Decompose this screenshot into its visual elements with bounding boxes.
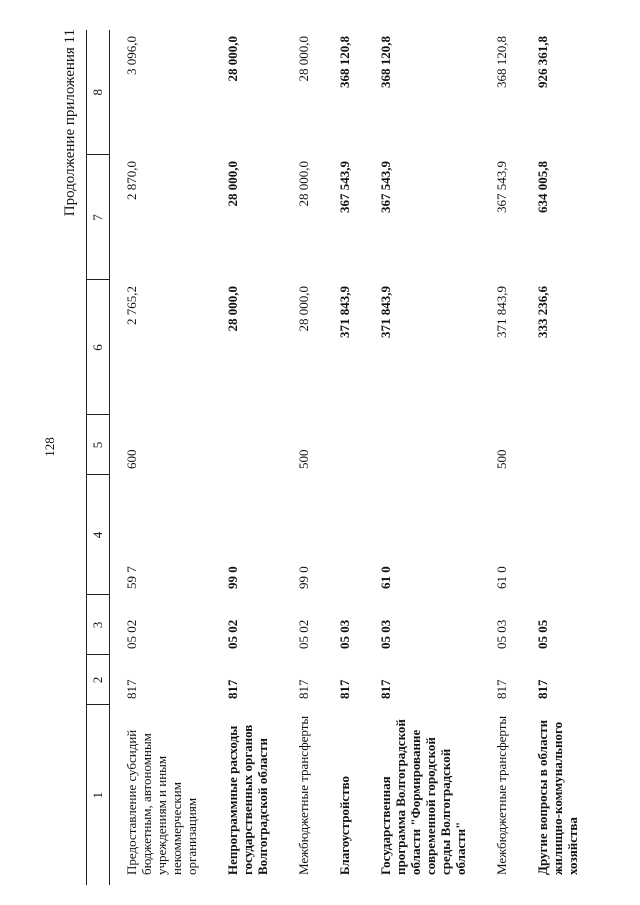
- row-sum-year-2: 367 543,9: [337, 161, 352, 213]
- row-program-code: 99 0: [225, 566, 240, 589]
- table-row: [211, 30, 282, 885]
- row-name: Благоустройство: [337, 775, 352, 875]
- table-row: [323, 30, 364, 885]
- row-admin-code: 817: [378, 679, 393, 699]
- row-sum-year-2: 367 543,9: [378, 161, 393, 213]
- row-name: Непрограммные расходы государственных органов Волгоградской области: [225, 724, 270, 875]
- row-name: Предоставление субсидий бюджетным, автономным учреждениям и иным некоммерческим организациям: [124, 729, 199, 875]
- row-expense-type: [211, 415, 282, 475]
- row-sum-year-2: 28 000,0: [296, 161, 311, 207]
- row-sum-year-3: 368 120,8: [494, 36, 509, 88]
- row-expense-type: 500: [296, 449, 311, 469]
- table-row: [110, 30, 212, 885]
- row-sum-year-3: 368 120,8: [337, 36, 352, 88]
- row-name: Другие вопросы в области жилищно-коммунального хозяйства: [535, 719, 580, 875]
- row-name: Государственная программа Волгоградской области "Формирование современной городской среды Волгоградской области": [378, 719, 468, 875]
- header-col-4: 4: [87, 475, 110, 595]
- appendix-caption: Продолжение приложения 11: [62, 29, 78, 217]
- row-admin-code: 817: [124, 679, 139, 699]
- row-sum-year-1: 28 000,0: [225, 286, 240, 332]
- row-program-code: 99 0: [296, 566, 311, 589]
- header-col-7: 7: [87, 155, 110, 280]
- row-section-code: 05 02: [225, 619, 240, 649]
- row-sum-year-3: 28 000,0: [296, 36, 311, 82]
- row-program-code: [323, 475, 364, 595]
- row-sum-year-2: 28 000,0: [225, 161, 240, 207]
- rotated-page-content: [60, 25, 620, 885]
- header-col-3: 3: [87, 595, 110, 655]
- row-admin-code: 817: [535, 679, 550, 699]
- row-expense-type: 500: [494, 449, 509, 469]
- row-section-code: 05 03: [337, 619, 352, 649]
- row-sum-year-1: 333 236,6: [535, 286, 550, 338]
- row-sum-year-1: 371 843,9: [494, 286, 509, 338]
- row-name: Межбюджетные трансферты: [296, 715, 311, 875]
- row-expense-type: [364, 415, 480, 475]
- row-admin-code: 817: [494, 679, 509, 699]
- row-program-code: 59 7: [124, 566, 139, 589]
- header-col-6: 6: [87, 280, 110, 415]
- header-row: [87, 30, 110, 885]
- row-sum-year-2: 634 005,8: [535, 161, 550, 213]
- row-program-code: [521, 475, 592, 595]
- row-sum-year-1: 371 843,9: [378, 286, 393, 338]
- header-col-1: 1: [87, 705, 110, 885]
- page-number: 128: [41, 437, 57, 457]
- row-section-code: 05 02: [124, 619, 139, 649]
- row-sum-year-3: 28 000,0: [225, 36, 240, 82]
- row-section-code: 05 05: [535, 619, 550, 649]
- row-admin-code: 817: [225, 679, 240, 699]
- row-expense-type: [521, 415, 592, 475]
- header-col-8: 8: [87, 30, 110, 155]
- row-sum-year-2: 2 870,0: [124, 161, 139, 200]
- header-col-2: 2: [87, 655, 110, 705]
- table-row: [480, 30, 521, 885]
- row-sum-year-3: 3 096,0: [124, 36, 139, 75]
- row-sum-year-1: 28 000,0: [296, 286, 311, 332]
- row-name: Межбюджетные трансферты: [494, 715, 509, 875]
- row-expense-type: [323, 415, 364, 475]
- table-row: [282, 30, 323, 885]
- row-expense-type: 600: [124, 449, 139, 469]
- table-row: [521, 30, 592, 885]
- row-sum-year-3: 926 361,8: [535, 36, 550, 88]
- table-row: [364, 30, 480, 885]
- row-sum-year-2: 367 543,9: [494, 161, 509, 213]
- row-admin-code: 817: [337, 679, 352, 699]
- header-col-5: 5: [87, 415, 110, 475]
- row-admin-code: 817: [296, 679, 311, 699]
- row-section-code: 05 02: [296, 619, 311, 649]
- budget-table: [86, 30, 592, 885]
- row-program-code: 61 0: [378, 566, 393, 589]
- row-sum-year-1: 371 843,9: [337, 286, 352, 338]
- row-section-code: 05 03: [494, 619, 509, 649]
- row-program-code: 61 0: [494, 566, 509, 589]
- row-sum-year-1: 2 765,2: [124, 286, 139, 325]
- row-section-code: 05 03: [378, 619, 393, 649]
- row-sum-year-3: 368 120,8: [378, 36, 393, 88]
